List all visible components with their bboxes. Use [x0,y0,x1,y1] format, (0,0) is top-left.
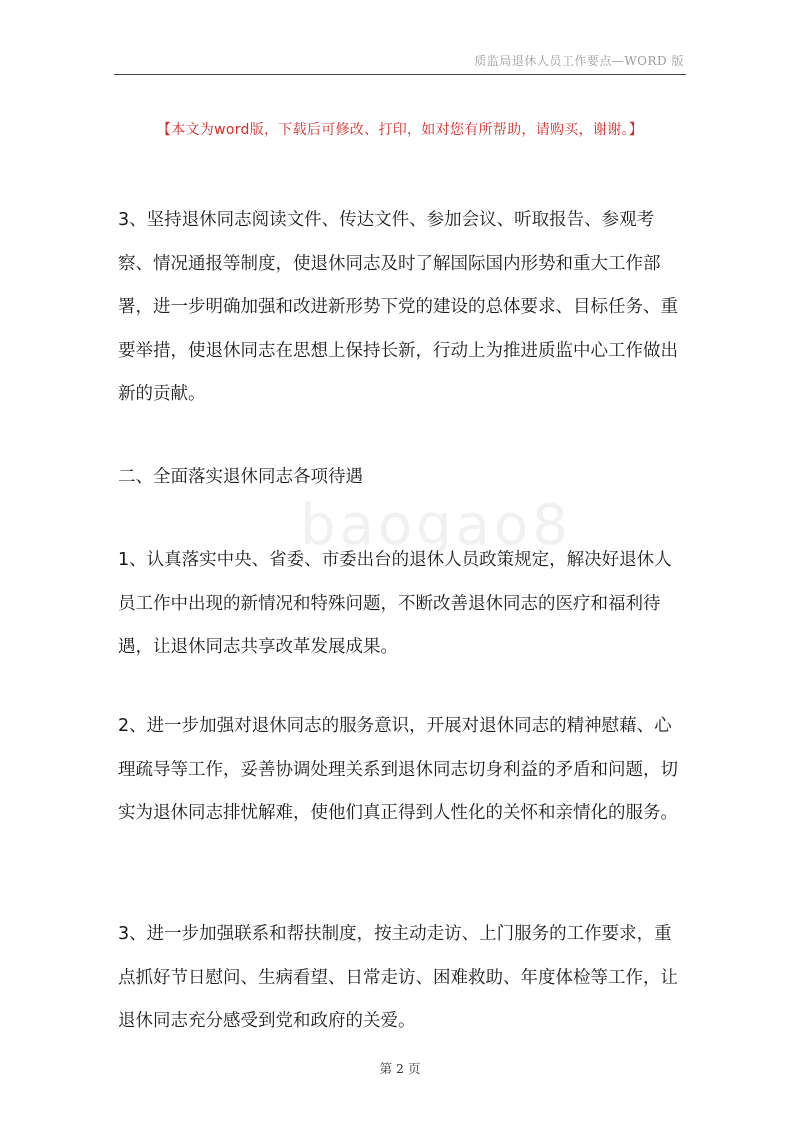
paragraph-item-3-documents: 3、坚持退休同志阅读文件、传达文件、参加会议、听取报告、参观考察、情况通报等制度，使退休同志及时了解国际国内形势和重大工作部署，进一步明确加强和改进新形势下党的建设的总体要求、目标任务、重要举措，使退休同志在思想上保持长新，行动上为推进质监中心工作做出新的贡献。 [118,210,678,404]
watermark-text: baogao8 [300,493,572,558]
header-divider [114,74,686,75]
paragraph-item-2-service: 2、进一步加强对退休同志的服务意识，开展对退休同志的精神慰藉、心理疏导等工作，妥善协调处理关系到退休同志切身利益的矛盾和问题，切实为退休同志排忧解难，使他们真正得到人性化的关怀和亲情化的服务。 [118,716,678,823]
section-heading-benefits: 二、全面落实退休同志各项待遇 [118,467,363,487]
paragraph-item-3-assistance: 3、进一步加强联系和帮扶制度，按主动走访、上门服务的工作要求，重点抓好节日慰问、生病看望、日常走访、困难救助、年度体检等工作，让退休同志充分感受到党和政府的关爱。 [118,924,678,1031]
paragraph-item-1-policies: 1、认真落实中央、省委、市委出台的退休人员政策规定，解决好退休人员工作中出现的新情况和特殊问题，不断改善退休同志的医疗和福利待遇，让退休同志共享改革发展成果。 [118,550,672,657]
purchase-notice: 【本文为word版，下载后可修改、打印，如对您有所帮助，请购买，谢谢。】 [156,122,644,138]
page-number: 第 2 页 [379,1061,421,1076]
document-header-title: 质监局退休人员工作要点—WORD 版 [474,54,684,68]
